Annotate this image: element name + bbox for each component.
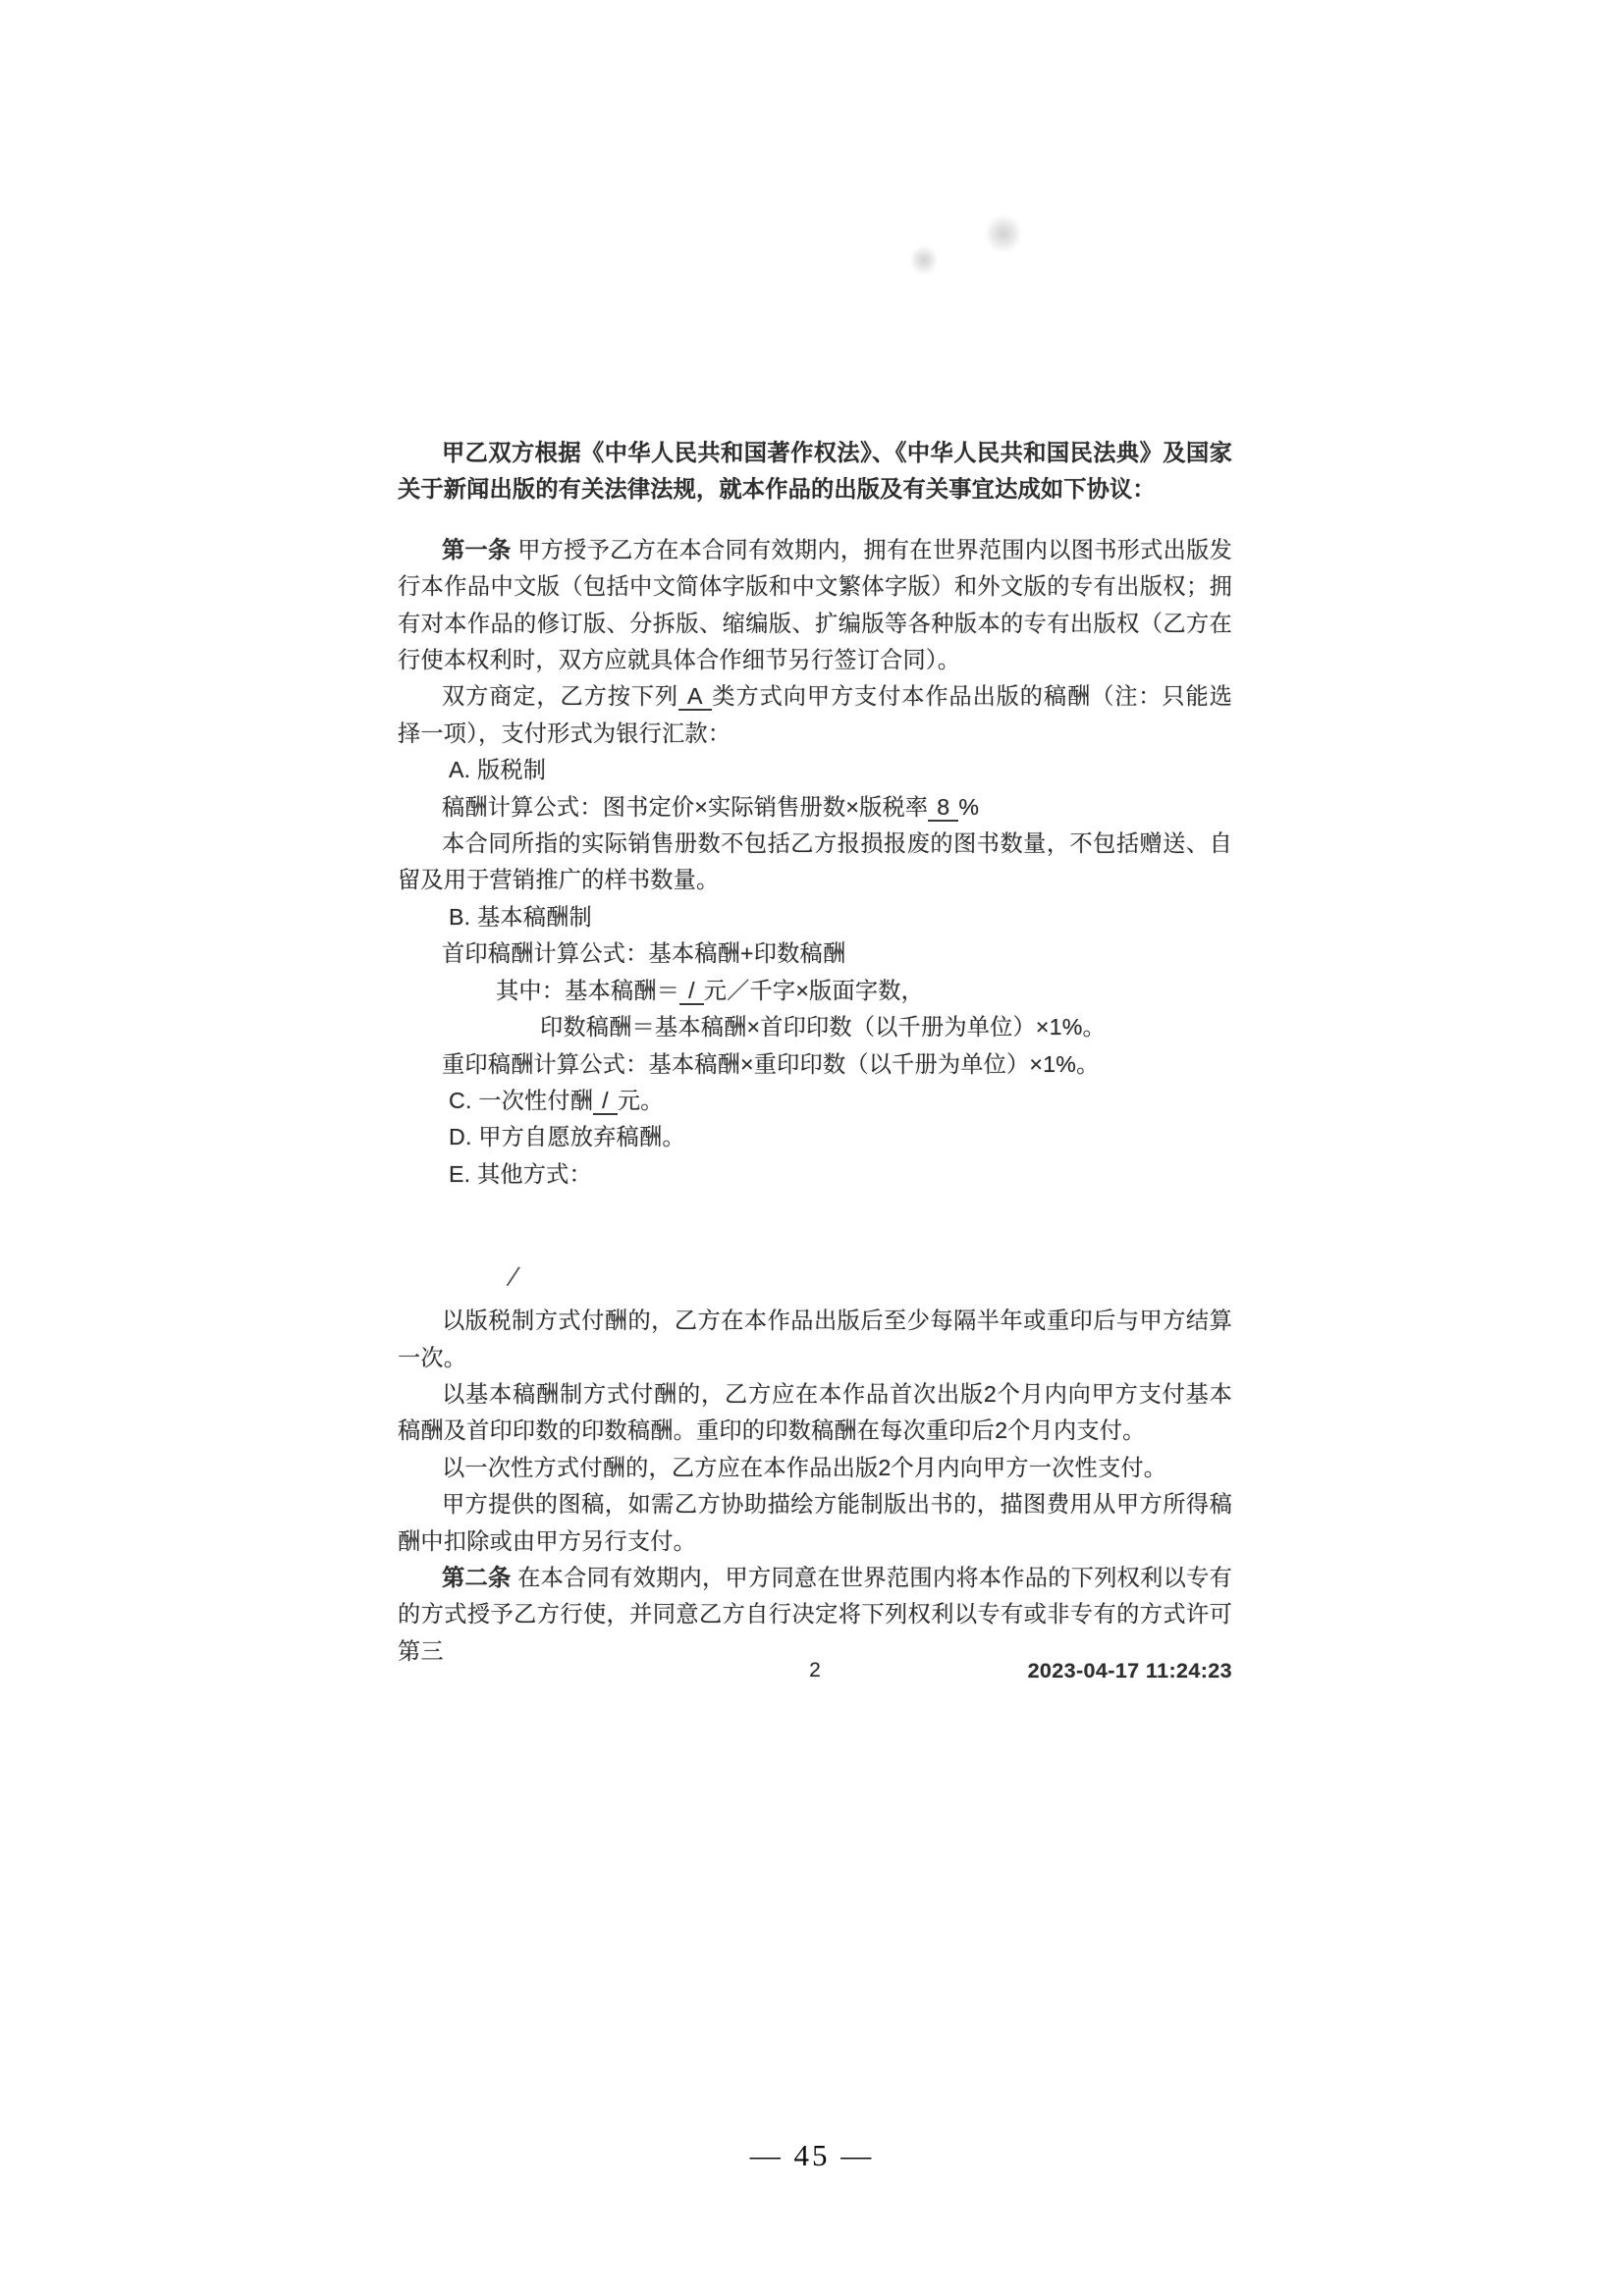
text-run: 甲乙双方根据《中华人民共和国著作权法》、《中华人民共和国民法典》及国家关于新闻出版的有关法律法规，就本作品的出版及有关事宜达成如下协议： (398, 440, 1232, 503)
text-run: 第一条 (442, 536, 512, 562)
text-run: 以基本稿酬制方式付酬的，乙方应在本作品首次出版2个月内向甲方支付基本稿酬及首印印数的印数稿酬。重印的印数稿酬在每次重印后2个月内支付。 (398, 1380, 1232, 1444)
text-run: 其中：基本稿酬＝ (496, 977, 680, 1003)
option-c-line (398, 1083, 1232, 1119)
text-run: 印数稿酬＝基本稿酬×首印印数（以千册为单位）×1%。 (540, 1014, 1106, 1041)
text-run: 第二条 (442, 1564, 512, 1590)
onetime-payment-paragraph (398, 1450, 1232, 1486)
option-d-line (398, 1119, 1232, 1155)
text-run: % (958, 793, 980, 820)
preamble-paragraph (398, 435, 1232, 508)
article-1-paragraph (398, 532, 1232, 679)
filled-blank-value: 8 (928, 794, 958, 822)
text-run: 元／千字×版面字数， (703, 977, 924, 1003)
contract-body-text (398, 435, 1232, 1670)
basic-fee-detail-line (398, 973, 1232, 1009)
filled-blank-value: A (678, 683, 712, 711)
sales-count-note-paragraph (398, 826, 1232, 899)
text-run: B. 基本稿酬制 (449, 903, 592, 930)
option-b-heading (398, 899, 1232, 935)
first-print-formula-line (398, 935, 1232, 972)
text-run: C. 一次性付酬 (449, 1087, 594, 1113)
text-run: 元。 (617, 1087, 664, 1113)
drawing-fee-paragraph (398, 1486, 1232, 1560)
payment-method-paragraph (398, 678, 1232, 752)
option-e-line (398, 1156, 1232, 1193)
text-run: E. 其他方式： (449, 1160, 592, 1187)
text-run: 类方式向甲方支付本作品出版的稿酬（注：只能选择一项），支付形式为银行汇款： (398, 683, 1233, 746)
text-run: 在本合同有效期内，甲方同意在世界范围内将本作品的下列权利以专有的方式授予乙方行使，并同意乙方自行决定将下列权利以专有或非专有的方式许可第三 (398, 1564, 1232, 1664)
text-run: 本合同所指的实际销售册数不包括乙方报损报废的图书数量，不包括赠送、自留及用于营销推广的样书数量。 (398, 830, 1232, 893)
scan-timestamp: 2023-04-17 11:24:23 (1027, 1659, 1232, 1682)
text-run: 双方商定，乙方按下列 (442, 683, 679, 710)
scan-footer (398, 1659, 1232, 1690)
text-run: 重印稿酬计算公式：基本稿酬×重印印数（以千册为单位）×1%。 (442, 1050, 1100, 1077)
royalty-settlement-paragraph (398, 1303, 1232, 1376)
handwritten-slash-annotation: / (507, 1259, 519, 1294)
scanned-page-number: 2 (809, 1659, 821, 1682)
scan-smudge-artifact (987, 214, 1020, 253)
scan-smudge-artifact (911, 245, 937, 275)
basic-fee-payment-paragraph (398, 1376, 1232, 1450)
article-2-paragraph (398, 1560, 1232, 1670)
print-count-fee-line (398, 1009, 1232, 1045)
text-run: 甲方授予乙方在本合同有效期内，拥有在世界范围内以图书形式出版发行本作品中文版（包括中文简体字版和中文繁体字版）和外文版的专有出版权；拥有对本作品的修订版、分拆版、缩编版、扩编版等各种版本的专有出版权（乙方在行使本权利时，双方应就具体合作细节另行签订合同）。 (398, 536, 1232, 673)
filled-blank-value: / (679, 978, 704, 1005)
text-run: 稿酬计算公式：图书定价×实际销售册数×版税率 (442, 793, 929, 820)
text-run: 以一次性方式付酬的，乙方应在本作品出版2个月内向甲方一次性支付。 (442, 1454, 1167, 1480)
text-run: A. 版税制 (449, 757, 547, 783)
filled-blank-value: / (593, 1088, 618, 1115)
document-page-number: — 45 — (749, 2138, 875, 2172)
text-run: D. 甲方自愿放弃稿酬。 (449, 1124, 685, 1150)
option-a-heading (398, 752, 1232, 788)
text-run: 以版税制方式付酬的，乙方在本作品出版后至少每隔半年或重印后与甲方结算一次。 (398, 1308, 1232, 1370)
royalty-formula-line (398, 789, 1232, 826)
text-run: 首印稿酬计算公式：基本稿酬+印数稿酬 (442, 940, 846, 967)
reprint-formula-line (398, 1046, 1232, 1083)
text-run: 甲方提供的图稿，如需乙方协助描绘方能制版出书的，描图费用从甲方所得稿酬中扣除或由甲方另行支付。 (398, 1491, 1232, 1554)
